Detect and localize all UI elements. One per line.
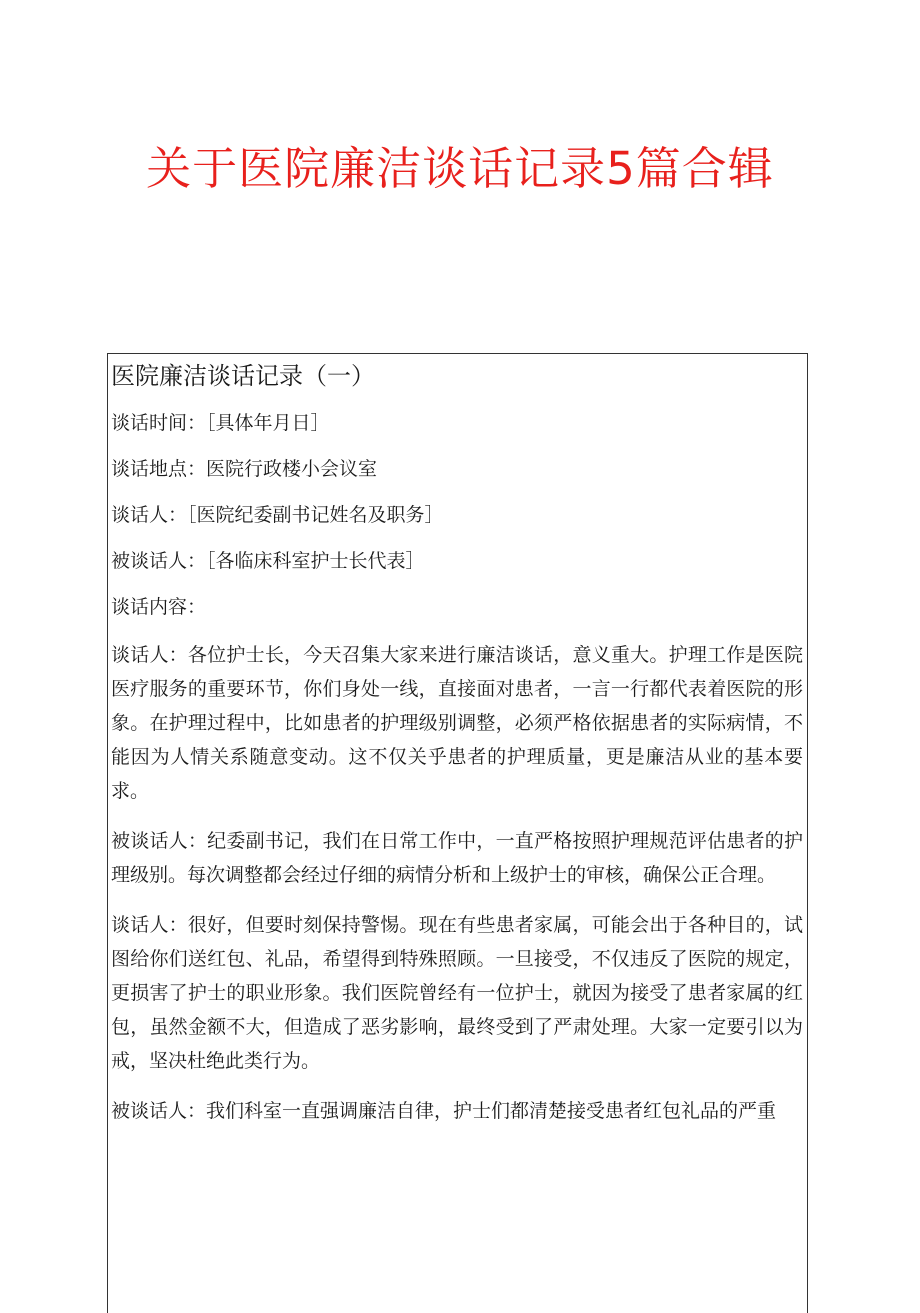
dialogue-paragraph-2: 被谈话人：纪委副书记，我们在日常工作中，一直严格按照护理规范评估患者的护理级别。每次调整都会经过仔细的病情分析和上级护士的审核，确保公正合理。 [111, 830, 803, 886]
dialogue-paragraph-3: 谈话人：很好，但要时刻保持警惕。现在有些患者家属，可能会出于各种目的，试图给你们送红包、礼品，希望得到特殊照顾。一旦接受，不仅违反了医院的规定，更损害了护士的职业形象。我们医院曾经有一位护士，就因为接受了患者家属的红包，虽然金额不大，但造成了恶劣影响，最终受到了严肃处理。大家一定要引以为戒，坚决杜绝此类行为。 [111, 914, 803, 1072]
talk-time-field: 谈话时间：［具体年月日］ [111, 412, 330, 434]
talk-content-label: 谈话内容： [111, 596, 207, 618]
record-box [107, 353, 808, 1313]
talker-field: 谈话人：［医院纪委副书记姓名及职务］ [111, 504, 444, 526]
document-title: 关于医院廉洁谈话记录5篇合辑 [146, 142, 774, 195]
talk-location-field: 谈话地点：医院行政楼小会议室 [111, 458, 378, 480]
interviewee-field: 被谈话人：［各临床科室护士长代表］ [111, 550, 425, 572]
dialogue-paragraph-4: 被谈话人：我们科室一直强调廉洁自律，护士们都清楚接受患者红包礼品的严重 [111, 1100, 777, 1122]
dialogue-paragraph-1: 谈话人：各位护士长，今天召集大家来进行廉洁谈话，意义重大。护理工作是医院医疗服务的重要环节，你们身处一线，直接面对患者，一言一行都代表着医院的形象。在护理过程中，比如患者的护理级别调整，必须严格依据患者的实际病情，不能因为人情关系随意变动。这不仅关乎患者的护理质量，更是廉洁从业的基本要求。 [111, 644, 803, 802]
record-heading: 医院廉洁谈话记录（一） [111, 362, 375, 390]
